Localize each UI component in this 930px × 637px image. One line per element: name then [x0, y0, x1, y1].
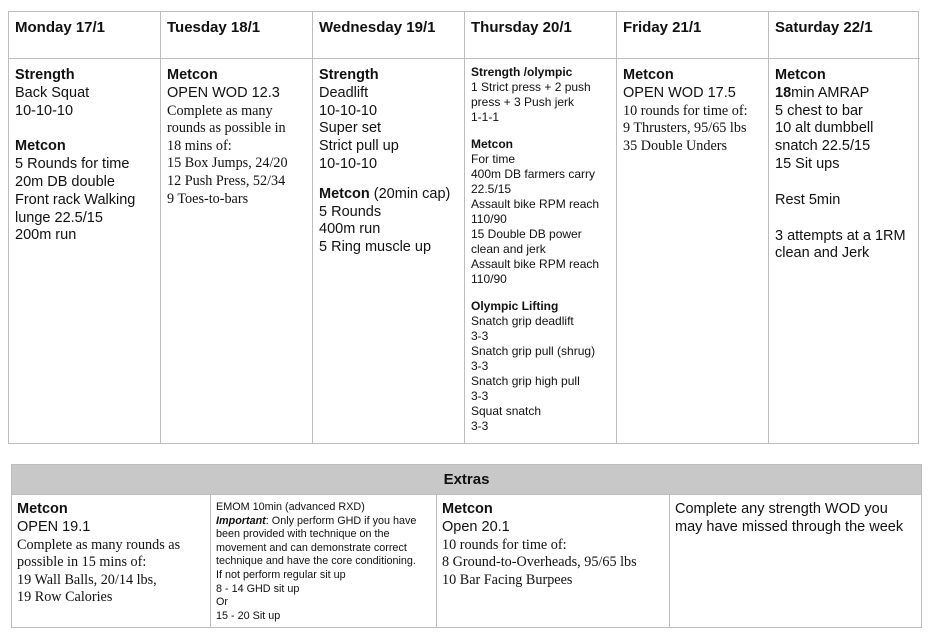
line [471, 419, 612, 434]
line [442, 572, 665, 590]
line-text: 5 chest to bar [775, 102, 863, 119]
line [775, 120, 916, 138]
line-text: Strength [319, 67, 379, 83]
line [471, 299, 612, 314]
line [216, 596, 432, 610]
line [471, 182, 612, 197]
line-text: Important [216, 514, 266, 527]
line-text: Olympic Lifting [471, 299, 559, 313]
line [471, 257, 612, 272]
line [15, 85, 156, 103]
line-text: 3-3 [471, 329, 489, 343]
day-content [617, 67, 768, 155]
line-text: 10 rounds for time of: [442, 536, 567, 553]
line [15, 174, 156, 192]
day-header: Tuesday 18/1 [161, 12, 312, 59]
line [15, 210, 156, 228]
line-text: Or [216, 596, 228, 609]
line [319, 186, 460, 204]
line [216, 569, 432, 583]
line-text: Metcon [15, 138, 66, 155]
line-text: Assault bike RPM reach [471, 197, 600, 211]
day-column-monday [9, 12, 161, 443]
day-header: Monday 17/1 [9, 12, 160, 59]
line-text: 5 Ring muscle up [319, 239, 432, 256]
day-column-friday [617, 12, 769, 443]
spacer [471, 287, 612, 299]
line-text: If not perform regular sit up [216, 568, 346, 581]
line [17, 572, 206, 590]
line-text: rounds as possible in [167, 120, 286, 137]
line-text: 1-1-1 [471, 110, 500, 124]
extras-header: Extras [12, 465, 921, 495]
line-text: 22.5/15 [471, 182, 512, 196]
line-text: Squat snatch [471, 404, 542, 418]
line [319, 239, 460, 257]
line [319, 67, 460, 85]
line [216, 610, 432, 624]
line-text: 15 - 20 Sit up [216, 609, 281, 622]
line [15, 227, 156, 245]
line [775, 103, 916, 121]
line-text: 3 attempts at a 1RM [775, 227, 906, 244]
line [471, 374, 612, 389]
line-text: Metcon [471, 137, 513, 151]
line-text: movement and can demonstrate correct [216, 541, 407, 554]
line-text: OPEN WOD 17.5 [623, 84, 736, 101]
line [623, 67, 764, 85]
day-column-saturday [769, 12, 920, 443]
line [167, 155, 308, 173]
line-text: Assault bike RPM reach [471, 257, 600, 271]
line-text: Metcon [623, 67, 674, 83]
line [167, 67, 308, 85]
line [623, 120, 764, 138]
line-text: Strength [15, 67, 75, 83]
spacer [775, 210, 916, 228]
line-text: lunge 22.5/15 [15, 209, 103, 226]
line [471, 167, 612, 182]
extras-cell-emom [211, 494, 437, 627]
line [775, 67, 916, 85]
line [15, 156, 156, 174]
line [15, 138, 156, 156]
line-text: clean and jerk [471, 242, 546, 256]
line-text: 10-10-10 [319, 102, 378, 119]
line-text: 5 Rounds for time [15, 156, 130, 173]
line-text: EMOM 10min (advanced RXD) [216, 501, 365, 513]
line [623, 138, 764, 156]
line-text: 19 Wall Balls, 20/14 lbs, [17, 571, 157, 588]
line [623, 103, 764, 121]
line-text: 19 Row Calories [17, 589, 113, 606]
day-column-tuesday [161, 12, 313, 443]
line-suffix: : Only perform GHD if you have [265, 514, 417, 527]
weekly-schedule-table [8, 11, 919, 444]
line-text: 12 Push Press, 52/34 [167, 172, 286, 189]
line [675, 519, 917, 537]
line [17, 501, 206, 519]
line-text: 35 Double Unders [623, 137, 728, 154]
line [319, 120, 460, 138]
line [319, 221, 460, 239]
extras-cell-strength-note [670, 494, 921, 627]
line-text: Metcon [775, 67, 826, 83]
line-text: Complete as many [167, 102, 273, 119]
line [167, 138, 308, 156]
line-text: 3-3 [471, 359, 489, 373]
line [216, 583, 432, 597]
line [675, 501, 917, 519]
line [471, 404, 612, 419]
line [471, 197, 612, 212]
line [471, 80, 612, 95]
day-content [769, 67, 920, 263]
line [216, 528, 432, 542]
line [319, 204, 460, 222]
line-text: 15 Box Jumps, 24/20 [167, 155, 288, 172]
line-text: 10-10-10 [15, 102, 74, 119]
line-text: Snatch grip deadlift [471, 314, 574, 328]
line [471, 227, 612, 242]
line-text: press + 3 Push jerk [471, 95, 575, 109]
line-text: Front rack Walking [15, 191, 136, 208]
line-text: 10 alt dumbbell [775, 120, 874, 137]
line [775, 245, 916, 263]
day-content [313, 67, 464, 257]
line [15, 192, 156, 210]
line-text: possible in 15 mins of: [17, 554, 147, 571]
line-suffix: min AMRAP [791, 84, 870, 101]
line-suffix: (20min cap) [369, 185, 451, 202]
line-text: 5 Rounds [319, 203, 382, 220]
spacer [319, 174, 460, 186]
day-header: Wednesday 19/1 [313, 12, 464, 59]
line [167, 103, 308, 121]
line-text: 8 Ground-to-Overheads, 95/65 lbs [442, 554, 637, 571]
line [17, 554, 206, 572]
line-text: Metcon [167, 67, 218, 83]
line-text: 9 Toes-to-bars [167, 190, 249, 207]
line-text: Metcon [319, 185, 370, 202]
line [319, 156, 460, 174]
line-text: snatch 22.5/15 [775, 138, 871, 155]
line [471, 272, 612, 287]
day-content [161, 67, 312, 208]
spacer [15, 120, 156, 138]
line-text: 15 Double DB power [471, 227, 582, 241]
line [471, 110, 612, 125]
line [17, 589, 206, 607]
line [15, 67, 156, 85]
line [442, 519, 665, 537]
line-text: Rest 5min [775, 191, 841, 208]
spacer [775, 174, 916, 192]
day-column-wednesday [313, 12, 465, 443]
line-text: For time [471, 152, 516, 166]
line-text: Strength /olympic [471, 65, 573, 79]
line-text: 10 rounds for time of: [623, 102, 748, 119]
line-text: Deadlift [319, 84, 369, 101]
line [216, 501, 432, 515]
line [167, 191, 308, 209]
day-header: Thursday 20/1 [465, 12, 616, 59]
line-text: 18 [775, 84, 792, 101]
extras-cell-open-20-1 [437, 494, 670, 627]
line [216, 542, 432, 556]
line [167, 120, 308, 138]
line [775, 138, 916, 156]
line [471, 389, 612, 404]
line-text: 10 Bar Facing Burpees [442, 571, 573, 588]
line [17, 537, 206, 555]
line [15, 103, 156, 121]
line [471, 137, 612, 152]
line-text: OPEN WOD 12.3 [167, 84, 280, 101]
line [471, 212, 612, 227]
line [471, 359, 612, 374]
line-text: 15 Sit ups [775, 155, 840, 172]
line [216, 555, 432, 569]
line-text: 200m run [15, 227, 77, 244]
line-text: Open 20.1 [442, 518, 510, 535]
extras-table [11, 464, 922, 628]
line-text: technique and have the core conditioning. [216, 555, 416, 568]
day-header: Friday 21/1 [617, 12, 768, 59]
line-text: Strict pull up [319, 138, 399, 155]
line-text: 18 mins of: [167, 137, 232, 154]
line [167, 173, 308, 191]
line [17, 519, 206, 537]
line-text: Super set [319, 120, 382, 137]
line [471, 314, 612, 329]
line-text: Back Squat [15, 84, 90, 101]
line-text: 110/90 [471, 212, 507, 226]
line-text: 3-3 [471, 389, 489, 403]
line-text: been provided with technique on the [216, 528, 390, 541]
line [775, 85, 916, 103]
line-text: 400m DB farmers carry [471, 167, 596, 181]
day-header: Saturday 22/1 [769, 12, 920, 59]
extras-cell-open-19-1 [12, 494, 211, 627]
line [623, 85, 764, 103]
line-text: Metcon [442, 501, 493, 517]
day-column-thursday [465, 12, 617, 443]
line [471, 65, 612, 80]
line-text: 400m run [319, 221, 381, 238]
line-text: Snatch grip high pull [471, 374, 580, 388]
line [319, 138, 460, 156]
line-text: Metcon [17, 501, 68, 517]
line-text: 3-3 [471, 419, 489, 433]
line-text: 20m DB double [15, 173, 115, 190]
line-text: 9 Thrusters, 95/65 lbs [623, 120, 747, 137]
line [471, 152, 612, 167]
line [471, 344, 612, 359]
line-text: 110/90 [471, 272, 507, 286]
line-text: 1 Strict press + 2 push [471, 80, 591, 94]
day-content [465, 65, 616, 434]
line-text: Complete as many rounds as [17, 536, 181, 553]
line-text: clean and Jerk [775, 245, 870, 262]
line-text: 8 - 14 GHD sit up [216, 582, 300, 595]
line [471, 95, 612, 110]
line-text: Complete any strength WOD you [675, 501, 888, 517]
line [471, 242, 612, 257]
line [167, 85, 308, 103]
line [319, 103, 460, 121]
line-text: 10-10-10 [319, 155, 378, 172]
line [775, 156, 916, 174]
line [216, 515, 432, 529]
line-text: OPEN 19.1 [17, 518, 91, 535]
line-text: may have missed through the week [675, 518, 904, 535]
line [471, 329, 612, 344]
line [442, 537, 665, 555]
line-text: Snatch grip pull (shrug) [471, 344, 596, 358]
day-content [9, 67, 160, 245]
line [775, 192, 916, 210]
line [319, 85, 460, 103]
line [442, 501, 665, 519]
spacer [471, 125, 612, 137]
line [442, 554, 665, 572]
line [775, 228, 916, 246]
